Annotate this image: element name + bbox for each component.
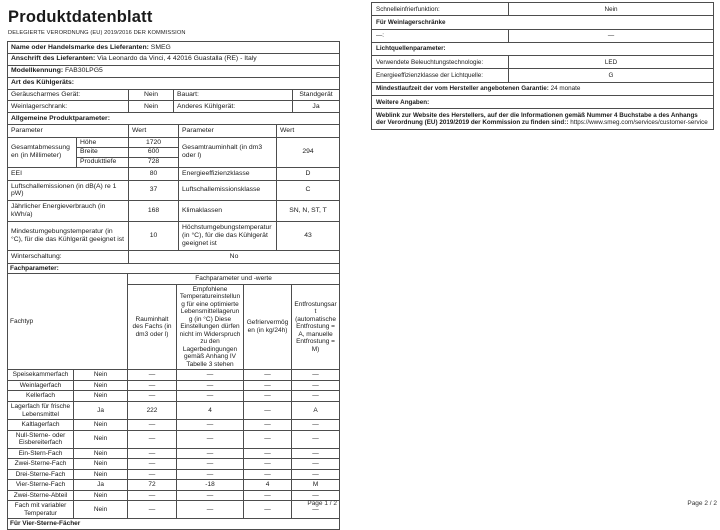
table-cell: Nein — [74, 380, 128, 391]
table-cell: Speisekammerfach — [8, 370, 74, 381]
table-cell: Nein — [129, 101, 174, 113]
table-cell: — — [128, 490, 177, 501]
table-cell: 43 — [277, 222, 340, 251]
table-cell: Lagerfach für frische Lebensmittel — [8, 402, 74, 420]
table-row — [8, 180, 340, 201]
table-cell: Geräuscharmes Gerät: — [8, 89, 129, 101]
table-cell: 80 — [129, 167, 179, 180]
light-technology-row — [372, 56, 714, 69]
table-cell: — — [292, 501, 340, 519]
wine-header-row — [372, 16, 714, 29]
dimension-row-hoehe — [8, 138, 340, 148]
table-cell: — — [292, 370, 340, 381]
col-header-parameter-1: Parameter — [8, 125, 129, 138]
col-header-rauminhalt: Rauminhalt des Fachs (in dm3 oder l) — [128, 284, 177, 370]
type-header-row — [8, 77, 340, 89]
table-cell: Kaltlagerfach — [8, 420, 74, 431]
supplier-name-row — [8, 42, 340, 54]
table-cell: D — [277, 167, 340, 180]
table-row — [8, 402, 340, 420]
table-cell: — — [177, 490, 244, 501]
four-star-header-row — [8, 519, 340, 530]
table-cell: — — [244, 490, 292, 501]
table-cell: M — [292, 480, 340, 491]
more-info-header-row — [372, 96, 714, 109]
table-cell: Energieeffizienzklasse — [179, 167, 277, 180]
regulation-subtitle: DELEGIERTE VERORDNUNG (EU) 2019/2016 DER KOMMISSION — [8, 30, 186, 36]
supplier-address-field — [8, 53, 340, 65]
table-cell: Nein — [74, 420, 128, 431]
col-header-entfrostungsart: Entfrostungsart (automatische Entfrostung = A, manuelle Entfrostung = M) — [292, 284, 340, 370]
warranty-label: Mindestlaufzeit der vom Hersteller angebotenen Garantie: — [376, 85, 549, 93]
table-cell: C — [277, 180, 340, 201]
col-header-gefriervermoegen: Gefriervermögen (in kg/24h) — [244, 284, 292, 370]
table-row — [8, 101, 340, 113]
table-cell: EEI — [8, 167, 129, 180]
table-cell: — — [244, 420, 292, 431]
type-section-header: Art des Kühlgeräts: — [8, 77, 340, 89]
table-cell: — — [244, 448, 292, 459]
table-cell: 37 — [129, 180, 179, 201]
dimension-name: Breite — [77, 147, 129, 157]
col-header-parameter-2: Parameter — [179, 125, 277, 138]
general-header-row — [8, 113, 340, 125]
table-cell: — — [177, 370, 244, 381]
table-cell: — — [177, 430, 244, 448]
wine-dash-row — [372, 29, 714, 42]
table-cell: — — [244, 501, 292, 519]
supplier-info-table — [7, 41, 340, 125]
table-cell: Jährlicher Energieverbrauch (in kWh/a) — [8, 201, 129, 222]
winter-label: Winterschaltung: — [8, 250, 129, 263]
table-cell: Vier-Sterne-Fach — [8, 480, 74, 491]
light-class-label: Energieeffizienzklasse der Lichtquelle: — [372, 69, 509, 82]
table-cell: Zwei-Sterne-Abteil — [8, 490, 74, 501]
table-row — [8, 469, 340, 480]
table-cell: 222 — [128, 402, 177, 420]
table-cell: Luftschallemissionen (in dB(A) re 1 pW) — [8, 180, 129, 201]
table-cell: — — [292, 490, 340, 501]
wine-dash-value: — — [509, 29, 714, 42]
light-class-row — [372, 69, 714, 82]
supplier-address-row — [8, 53, 340, 65]
table-row — [8, 459, 340, 470]
warranty-field — [372, 82, 714, 95]
table-cell: — — [244, 391, 292, 402]
volume-value: 294 — [277, 138, 340, 168]
table-cell: Klimaklassen — [179, 201, 277, 222]
table-cell: Nein — [74, 459, 128, 470]
fast-freeze-value: Nein — [509, 3, 714, 16]
fach-footer — [8, 519, 340, 530]
light-technology-value: LED — [509, 56, 714, 69]
light-section-header: Lichtquellenparameter: — [372, 42, 714, 55]
model-label: Modellkennung: — [11, 67, 64, 75]
fast-freeze-row — [372, 3, 714, 16]
dimension-value: 1720 — [129, 138, 179, 148]
table-cell: Drei-Sterne-Fach — [8, 469, 74, 480]
table-cell: — — [128, 459, 177, 470]
dimension-name: Produkttiefe — [77, 157, 129, 167]
table-cell: — — [177, 469, 244, 480]
table-cell: Ja — [293, 101, 340, 113]
table-cell: — — [244, 459, 292, 470]
four-star-section-header: Für Vier-Sterne-Fächer — [8, 519, 340, 530]
table-row — [8, 89, 340, 101]
dimension-name: Höhe — [77, 138, 129, 148]
weblink-field — [372, 109, 714, 130]
table-cell: — — [292, 391, 340, 402]
datasheet-page-2 — [371, 2, 713, 130]
table-cell: Fach mit variabler Temperatur — [8, 501, 74, 519]
light-header-row — [372, 42, 714, 55]
manufacturer-weblink[interactable]: https://www.smeg.com/services/customer-service — [570, 119, 708, 127]
weblink-row — [372, 109, 714, 130]
table-row — [8, 430, 340, 448]
table-cell: Nein — [74, 448, 128, 459]
table-cell: 72 — [128, 480, 177, 491]
table-row — [8, 222, 340, 251]
light-class-value: G — [509, 69, 714, 82]
table-cell: Nein — [74, 469, 128, 480]
fach-rows — [8, 370, 340, 519]
model-row — [8, 65, 340, 77]
table-cell: — — [128, 391, 177, 402]
supplier-name-value: SMEG — [150, 43, 171, 51]
dimension-value: 600 — [129, 147, 179, 157]
light-technology-label: Verwendete Beleuchtungstechnologie: — [372, 56, 509, 69]
table-cell: — — [177, 448, 244, 459]
table-cell: — — [177, 501, 244, 519]
table-row — [8, 201, 340, 222]
table-cell: — — [292, 469, 340, 480]
table-cell: Nein — [74, 490, 128, 501]
table-row — [8, 480, 340, 491]
table-cell: — — [244, 370, 292, 381]
table-cell: — — [292, 430, 340, 448]
table-cell: -18 — [177, 480, 244, 491]
volume-label: Gesamtrauminhalt (in dm3 oder l) — [179, 138, 277, 168]
col-header-temperatur: Empfohlene Temperatureinstellung für eine optimierte Lebensmittellagerung (in °C) Diese Einstellungen dürfen nicht im Widerspruch zu den Lagerbedingungen gemäß Anhang IV Tabelle 3 stehen — [177, 284, 244, 370]
supplier-name-label: Name oder Handelsmarke des Lieferanten: — [11, 43, 149, 51]
fachtyp-header: Fachtyp — [8, 274, 128, 370]
general-section-header: Allgemeine Produktparameter: — [8, 113, 340, 125]
table-cell: — — [292, 380, 340, 391]
col-header-wert-2: Wert — [277, 125, 340, 138]
table-cell: Nein — [74, 430, 128, 448]
table-cell: 4 — [244, 480, 292, 491]
model-field — [8, 65, 340, 77]
supplier-address-value: Via Leonardo da Vinci, 4 42016 Guastalla (RE) - Italy — [97, 55, 257, 63]
supplier-info-head — [8, 42, 340, 90]
table-cell: — — [292, 448, 340, 459]
table-cell: Nein — [74, 391, 128, 402]
table-cell: — — [177, 391, 244, 402]
supplier-address-label: Anschrift des Lieferanten: — [11, 55, 96, 63]
warranty-row — [372, 82, 714, 95]
table-cell: Nein — [129, 89, 174, 101]
table-cell: — — [244, 469, 292, 480]
table-cell: Bauart: — [174, 89, 293, 101]
winter-body — [8, 250, 340, 263]
warranty-value: 24 monate — [550, 85, 581, 93]
table-row — [8, 448, 340, 459]
table-cell: 4 — [177, 402, 244, 420]
wine-section-header: Für Weinlagerschränke — [372, 16, 714, 29]
table-cell: Luftschallemissionsklasse — [179, 180, 277, 201]
winter-value: No — [129, 250, 340, 263]
dimension-value: 728 — [129, 157, 179, 167]
table-cell: Ein-Stern-Fach — [8, 448, 74, 459]
table-cell: SN, N, ST, T — [277, 201, 340, 222]
table-cell: Zwei-Sterne-Fach — [8, 459, 74, 470]
col-header-wert-1: Wert — [129, 125, 179, 138]
datasheet-page-1 — [7, 8, 339, 530]
table-cell: — — [128, 469, 177, 480]
type-rows — [8, 89, 340, 113]
fach-section-header-row — [8, 263, 340, 274]
additional-info-table — [371, 2, 714, 130]
general-section-header-body — [8, 113, 340, 125]
table-cell: — — [128, 448, 177, 459]
model-value: FAB30LPG5 — [65, 67, 103, 75]
fast-freeze-label: Schnelleinfrierfunktion: — [372, 3, 509, 16]
table-cell: — — [128, 370, 177, 381]
general-parameters-table — [7, 124, 340, 263]
table-cell: — — [177, 420, 244, 431]
table-cell: — — [292, 459, 340, 470]
table-cell: 168 — [129, 201, 179, 222]
table-cell: — — [128, 420, 177, 431]
table-cell: Null-Sterne- oder Eisbereiterfach — [8, 430, 74, 448]
page-number-2: Page 2 / 2 — [687, 500, 717, 507]
fach-header — [8, 263, 340, 370]
general-rows — [8, 167, 340, 250]
table-cell: — — [292, 420, 340, 431]
document-title: Produktdatenblatt — [8, 8, 153, 26]
table-cell: Ja — [74, 480, 128, 491]
table-cell: — — [244, 430, 292, 448]
table-cell: Weinlagerschrank: — [8, 101, 129, 113]
compartment-parameters-table — [7, 263, 340, 530]
dimensions-label: Gesamtabmessungen (in Millimeter) — [8, 138, 77, 168]
fach-group-header-row — [8, 274, 340, 285]
table-cell: Mindestumgebungstemperatur (in °C), für die das Kühlgerät geeignet ist — [8, 222, 129, 251]
table-cell: Anderes Kühlgerät: — [174, 101, 293, 113]
table-row — [8, 167, 340, 180]
more-info-header: Weitere Angaben: — [372, 96, 714, 109]
wine-dash-label: —: — [372, 29, 509, 42]
table-cell: Ja — [74, 402, 128, 420]
table-cell: Kellerfach — [8, 391, 74, 402]
general-header — [8, 125, 340, 168]
fach-section-header: Fachparameter: — [8, 263, 340, 274]
table-cell: — — [128, 501, 177, 519]
table-cell: A — [292, 402, 340, 420]
table-cell: Standgerät — [293, 89, 340, 101]
table-row — [8, 380, 340, 391]
fach-group-header: Fachparameter und -werte — [128, 274, 340, 285]
table-cell: — — [244, 402, 292, 420]
supplier-name-field — [8, 42, 340, 54]
table-row — [8, 391, 340, 402]
table-cell: — — [128, 430, 177, 448]
additional-info-rows — [372, 3, 714, 130]
general-col-header-row — [8, 125, 340, 138]
table-cell: — — [177, 459, 244, 470]
page-number-1: Page 1 / 2 — [307, 500, 337, 507]
weblink-label: Weblink zur Website des Herstellers, auf der die Informationen gemäß Nummer 4 Buchstabe a des Anhangs der Verordnung (EU) 2019/2019 der Kommission zu finden sind:: — [376, 111, 698, 127]
table-cell: — — [244, 380, 292, 391]
table-row — [8, 420, 340, 431]
table-cell: — — [128, 380, 177, 391]
table-cell: Nein — [74, 501, 128, 519]
table-cell: Weinlagerfach — [8, 380, 74, 391]
table-cell: Nein — [74, 370, 128, 381]
table-row — [8, 370, 340, 381]
table-cell: 10 — [129, 222, 179, 251]
winter-row — [8, 250, 340, 263]
table-cell: Höchstumgebungstemperatur (in °C), für die das Kühlgerät geeignet ist — [179, 222, 277, 251]
table-cell: — — [177, 380, 244, 391]
